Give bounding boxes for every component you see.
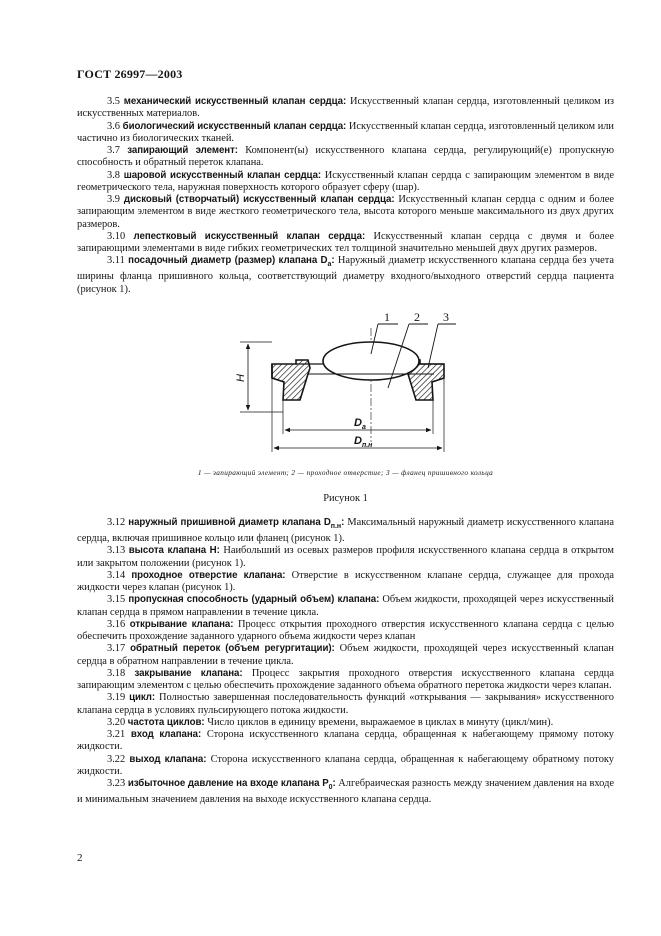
term-definition: Отверстие в искусственном клапане сердца, служащее для прохода жидкости через клапан (рисунок 1). bbox=[77, 569, 614, 594]
term-name: частота циклов: bbox=[127, 716, 205, 728]
term-entry bbox=[77, 255, 614, 296]
term-number: 3.13 bbox=[107, 545, 126, 557]
term-number: 3.18 bbox=[107, 667, 126, 679]
term-name: механический искусственный клапан сердца: bbox=[123, 96, 347, 107]
term-name: шаровой искусственный клапан сердца: bbox=[123, 169, 322, 181]
term-number: 3.7 bbox=[107, 145, 120, 156]
term-name: выход клапана: bbox=[129, 753, 207, 765]
term-entry bbox=[77, 517, 614, 545]
dim-da-label: $D_а$ bbox=[354, 417, 366, 431]
term-definition: Максимальный наружный диаметр искусственного клапана сердца, включая пришивное кольцо или фланец (рисунок 1). bbox=[77, 517, 614, 545]
term-entry bbox=[77, 96, 614, 121]
term-entry bbox=[77, 570, 614, 595]
page-number: 2 bbox=[77, 852, 83, 864]
term-number: 3.8 bbox=[107, 169, 120, 181]
term-number: 3.6 bbox=[107, 120, 120, 132]
term-name: запирающий элемент: bbox=[127, 145, 238, 156]
term-definition: Процесс открытия проходного отверстия искусственного клапана сердца с целью обеспечить прохождение заданного ударного объема жидкости через клапан bbox=[77, 618, 614, 643]
term-entry bbox=[77, 619, 614, 644]
term-name: высота клапана H: bbox=[128, 545, 220, 557]
term-definition: Сторона искусственного клапана сердца, обращенная к набегающему обратному потоку жидкости. bbox=[77, 753, 614, 777]
term-entry bbox=[77, 643, 614, 668]
term-number: 3.19 bbox=[107, 692, 126, 704]
callout-3: 3 bbox=[443, 310, 449, 324]
term-entry bbox=[77, 194, 614, 231]
term-name: открывание клапана: bbox=[129, 618, 234, 630]
term-number: 3.11 bbox=[107, 255, 125, 267]
ring-left-section bbox=[272, 360, 310, 400]
term-number: 3.16 bbox=[107, 618, 126, 630]
term-number: 3.10 bbox=[107, 230, 126, 242]
term-name: наружный пришивной диаметр клапана $D_{п.н}$: bbox=[128, 517, 345, 530]
term-definition: Объем жидкости, проходящей через искусственный клапан сердца в обратном направлении в течение цикла. bbox=[77, 643, 614, 667]
term-entry bbox=[77, 754, 614, 779]
term-name: обратный переток (объем регургитации): bbox=[130, 643, 335, 655]
term-definition: Искусственный клапан сердца с одним и более запирающим элементом в виде жесткого геометрического тела, высота которого меньше максимального из двух других размеров. bbox=[77, 194, 614, 230]
term-number: 3.17 bbox=[107, 643, 126, 655]
term-definition: Сторона искусственного клапана сердца, обращенная к набегающему прямому потоку жидкости. bbox=[77, 729, 614, 753]
term-name: лепестковый искусственный клапан сердца: bbox=[133, 230, 366, 242]
term-definition: Компонент(ы) искусственного клапана сердца, регулирующий(е) пропускную способность и обратный переток клапана. bbox=[77, 145, 614, 169]
term-number: 3.22 bbox=[107, 753, 126, 765]
term-entry bbox=[77, 668, 614, 693]
term-entry bbox=[77, 778, 614, 806]
term-number: 3.20 bbox=[107, 716, 126, 728]
term-name: дисковый (створчатый) искусственный клапан сердца: bbox=[123, 194, 395, 205]
term-name: проходное отверстие клапана: bbox=[131, 569, 286, 581]
figure-title: Рисунок 1 bbox=[323, 493, 368, 504]
term-definition: Наибольший из осевых размеров профиля искусственного клапана сердца в открытом или закрытом положении (рисунок 1). bbox=[77, 545, 614, 569]
term-entry bbox=[77, 121, 614, 146]
term-number: 3.5 bbox=[107, 96, 120, 107]
term-definition: Алгебраическая разность между значением давления на входе и минимальным значением давления на выходе искусственного клапана сердца. bbox=[77, 778, 614, 806]
term-name: закрывание клапана: bbox=[134, 667, 243, 679]
term-definition: Наружный диаметр искусственного клапана сердца без учета ширины фланца пришивного кольца, соответствующий диаметру входного/выходного отверстий сердца пациента (рисунок 1). bbox=[77, 255, 614, 295]
term-definition: Искусственный клапан сердца, изготовленный целиком или частично из биологических тканей. bbox=[77, 120, 614, 144]
term-entry bbox=[77, 170, 614, 195]
term-entry bbox=[77, 145, 614, 170]
term-number: 3.23 bbox=[107, 778, 126, 790]
terms-block-after-figure bbox=[77, 517, 614, 807]
term-entry bbox=[77, 692, 614, 717]
term-entry bbox=[77, 231, 614, 256]
term-number: 3.9 bbox=[107, 194, 120, 205]
term-definition: Искусственный клапан сердца с двумя и более запирающими элементами в виде гибких геометрических тел толщиной значительно меньшей двух других размеров. bbox=[77, 230, 614, 254]
term-number: 3.12 bbox=[107, 517, 126, 528]
term-entry bbox=[77, 717, 614, 729]
term-number: 3.15 bbox=[107, 594, 126, 606]
term-number: 3.14 bbox=[107, 569, 126, 581]
term-entry bbox=[77, 545, 614, 570]
term-name: пропускная способность (ударный объем) клапана: bbox=[128, 594, 380, 606]
dim-h-label: H bbox=[235, 374, 247, 382]
term-definition: Процесс закрытия проходного отверстия искусственного клапана сердца запирающим элементом с целью обеспечить прохождение заданного объема обратного перетока жидкости через клапан. bbox=[77, 667, 614, 692]
terms-block-before-figure bbox=[77, 96, 614, 296]
term-entry bbox=[77, 729, 614, 754]
term-name: посадочный диаметр (размер) клапана $D_а$: bbox=[128, 255, 335, 269]
term-number: 3.21 bbox=[107, 729, 126, 741]
term-definition: Искусственный клапан сердца, изготовленный целиком из искусственных материалов. bbox=[77, 96, 614, 120]
figure-legend: 1 — запирающий элемент; 2 — проходное отверстие; 3 — фланец пришивного кольца bbox=[197, 468, 494, 477]
valve-cross-section-figure bbox=[228, 310, 468, 460]
term-definition: Объем жидкости, проходящей через искусственный клапан сердца в прямом направлении в течение цикла. bbox=[77, 594, 614, 618]
callout-2: 2 bbox=[414, 310, 420, 324]
term-definition: Число циклов в единицу времени, выражаемое в циклах в минуту (цикл/мин). bbox=[207, 716, 554, 728]
term-name: цикл: bbox=[129, 692, 156, 704]
term-name: избыточное давление на входе клапана $P_0$: bbox=[127, 778, 336, 792]
document-header: ГОСТ 26997—2003 bbox=[77, 67, 183, 81]
term-definition: Полностью завершенная последовательность функций «открывания — закрывания» искусственного клапана сердца в условиях пульсирующего потока жидкости. bbox=[77, 692, 614, 716]
term-definition: Искусственный клапан сердца с запирающим элементом в виде геометрического тела, наружная поверхность которого образует сферу (шар). bbox=[77, 169, 614, 193]
dim-dpn-label: $D_{п.н}$ bbox=[354, 435, 373, 449]
callout-1: 1 bbox=[384, 310, 390, 324]
term-entry bbox=[77, 594, 614, 619]
term-name: вход клапана: bbox=[130, 729, 202, 741]
term-name: биологический искусственный клапан сердца: bbox=[122, 120, 347, 132]
